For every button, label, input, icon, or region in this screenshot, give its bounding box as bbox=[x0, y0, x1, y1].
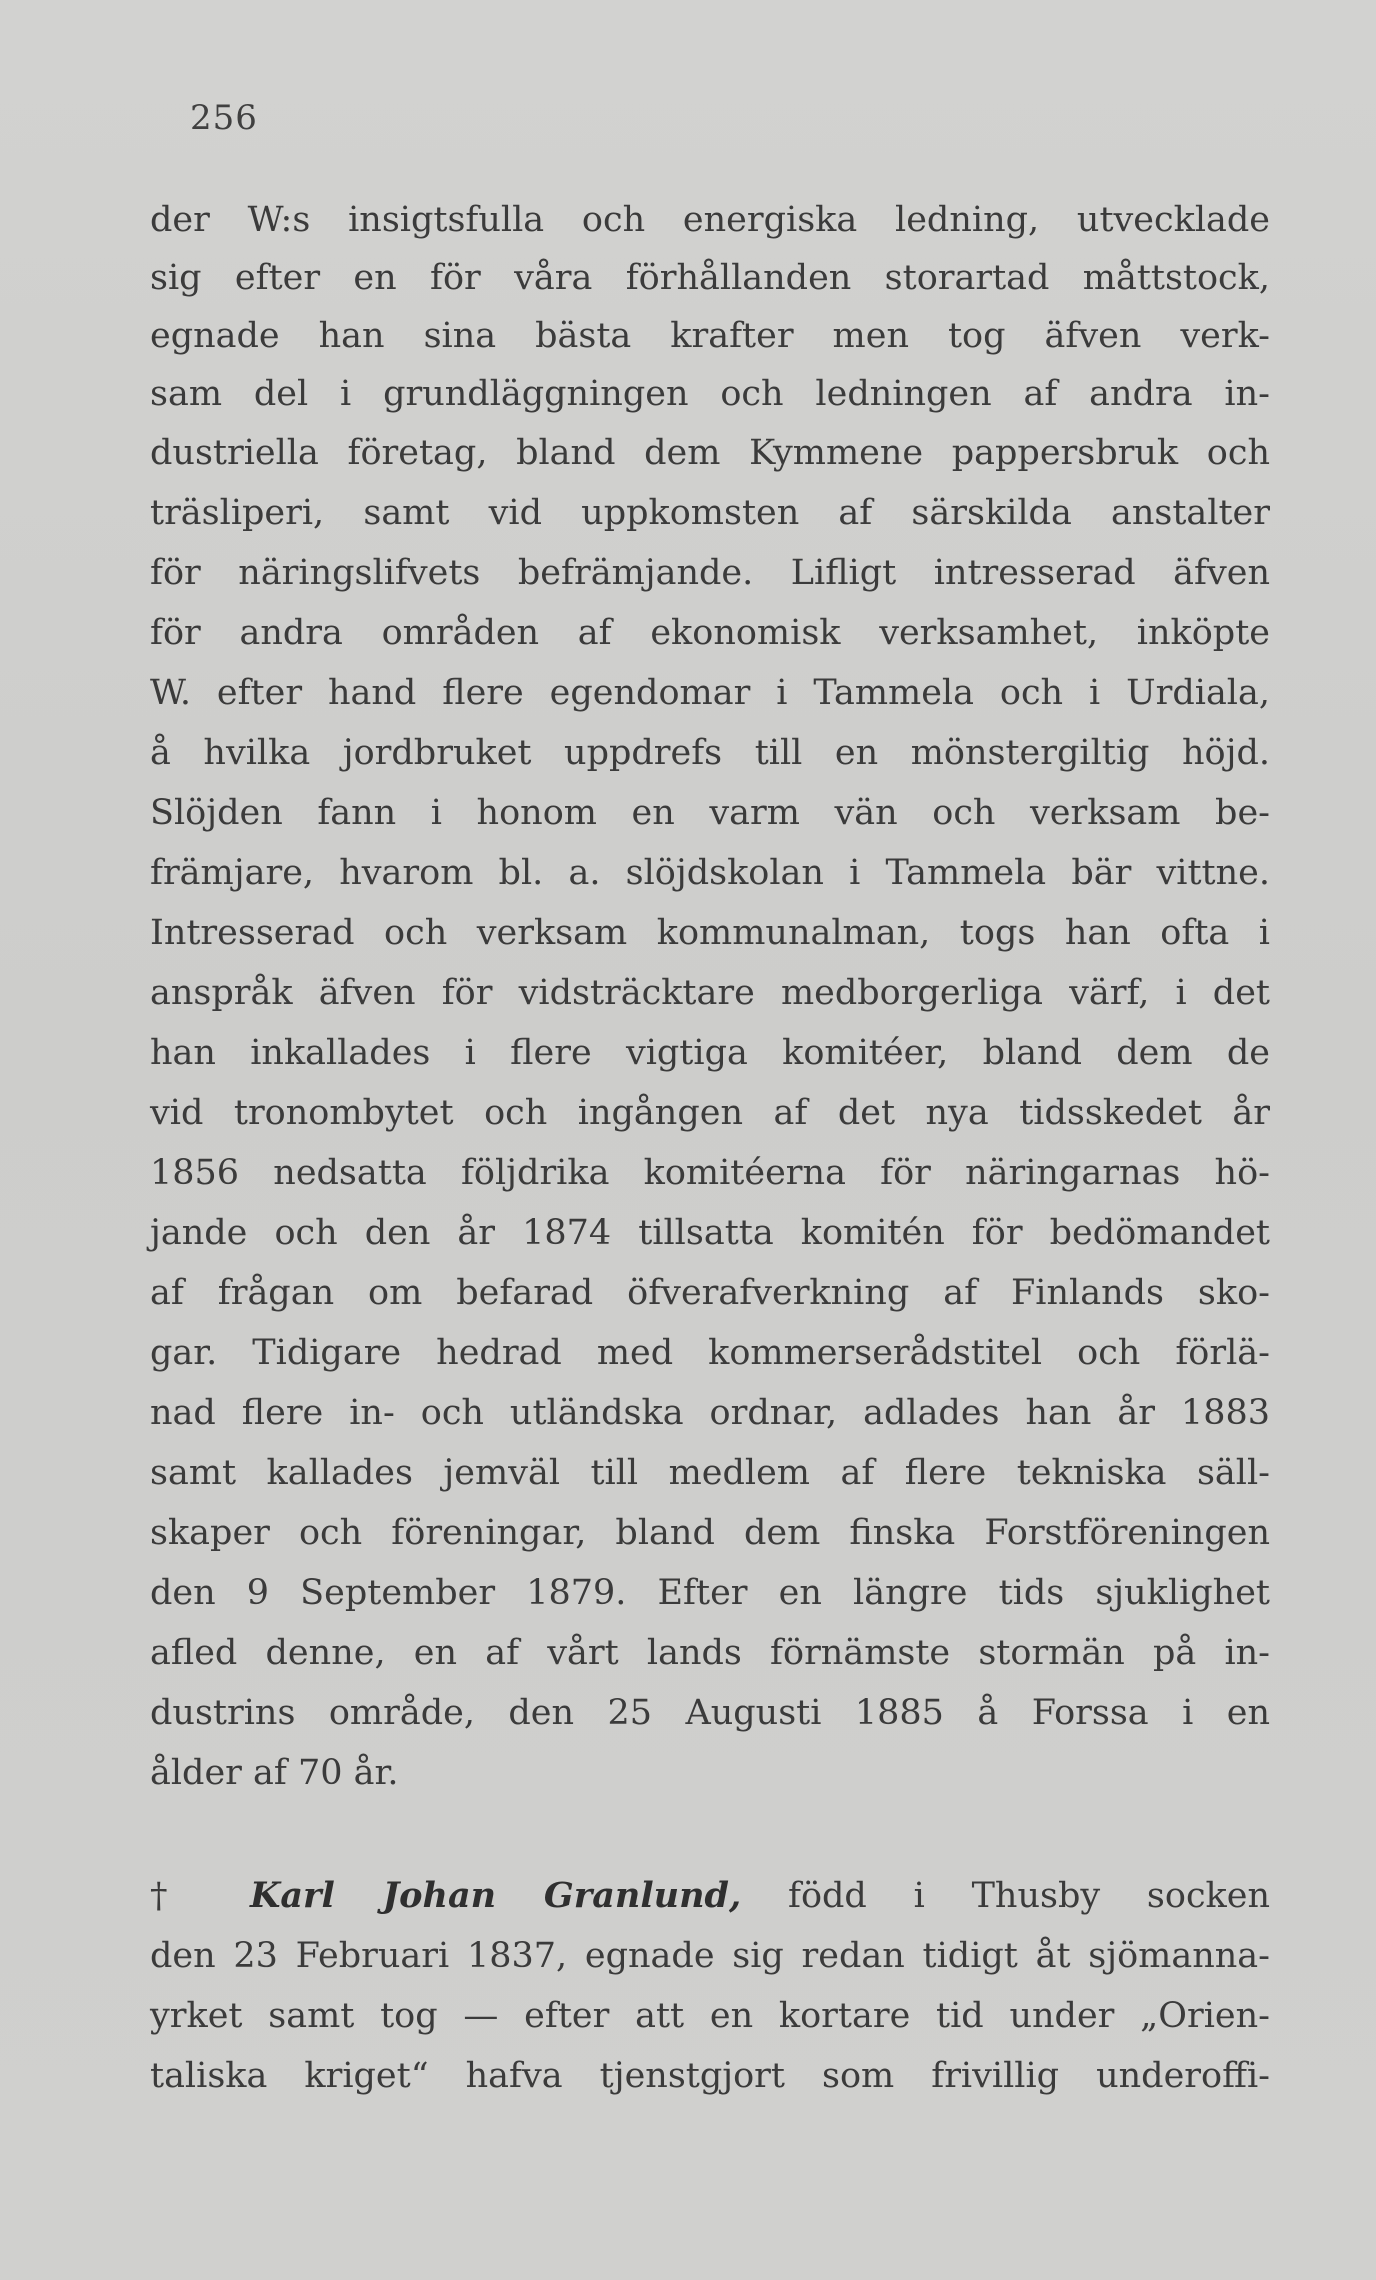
person-name: Karl Johan Granlund, bbox=[249, 1875, 742, 1916]
text-line: för näringslifvets befrämjande. Lifligt intresserad äfven bbox=[150, 553, 1270, 593]
text-line: dustriella företag, bland dem Kymmene pappersbruk och bbox=[150, 433, 1270, 473]
text-line: sig efter en för våra förhållanden storartad måttstock, bbox=[150, 258, 1270, 298]
text-line: afled denne, en af vårt lands förnämste stormän på in- bbox=[150, 1633, 1270, 1673]
text-line: jande och den år 1874 tillsatta komitén för bedömandet bbox=[150, 1213, 1270, 1253]
text-line: af frågan om befarad öfverafverkning af Finlands sko- bbox=[150, 1273, 1270, 1313]
paragraph-opening-line bbox=[150, 1873, 1270, 1919]
text-line: der W:s insigtsfulla och energiska ledning, utvecklade bbox=[150, 200, 1270, 240]
text-line: yrket samt tog — efter att en kortare tid under „Orien- bbox=[150, 1996, 1270, 2036]
text-line: dustrins område, den 25 Augusti 1885 å Forssa i en bbox=[150, 1693, 1270, 1733]
text-line: samt kallades jemväl till medlem af flere tekniska säll- bbox=[150, 1453, 1270, 1493]
text-line: för andra områden af ekonomisk verksamhet, inköpte bbox=[150, 613, 1270, 653]
text-line: den 23 Februari 1837, egnade sig redan tidigt åt sjömanna- bbox=[150, 1936, 1270, 1976]
text-line: Intresserad och verksam kommunalman, togs han ofta i bbox=[150, 913, 1270, 953]
text-line: gar. Tidigare hedrad med kommerserådstitel och förlä- bbox=[150, 1333, 1270, 1373]
dagger-symbol: † bbox=[150, 1876, 204, 1916]
page-number: 256 bbox=[190, 98, 258, 138]
text-line: främjare, hvarom bl. a. slöjdskolan i Tammela bär vittne. bbox=[150, 853, 1270, 893]
text-line: å hvilka jordbruket uppdrefs till en mönstergiltig höjd. bbox=[150, 733, 1270, 773]
text-line: vid tronombytet och ingången af det nya tidsskedet år bbox=[150, 1093, 1270, 1133]
text-line: anspråk äfven för vidsträcktare medborgerliga värf, i det bbox=[150, 973, 1270, 1013]
text-line: den 9 September 1879. Efter en längre tids sjuklighet bbox=[150, 1573, 1270, 1613]
text-line: nad flere in- och utländska ordnar, adlades han år 1883 bbox=[150, 1393, 1270, 1433]
text-line: träsliperi, samt vid uppkomsten af särskilda anstalter bbox=[150, 493, 1270, 533]
text-line: han inkallades i flere vigtiga komitéer, bland dem de bbox=[150, 1033, 1270, 1073]
text-line: ålder af 70 år. bbox=[150, 1753, 399, 1793]
text-line: egnade han sina bästa krafter men tog äfven verk- bbox=[150, 316, 1270, 356]
text-line: sam del i grundläggningen och ledningen af andra in- bbox=[150, 374, 1270, 414]
text-line: Slöjden fann i honom en varm vän och verksam be- bbox=[150, 793, 1270, 833]
text-line: taliska kriget“ hafva tjenstgjort som frivillig underoffi- bbox=[150, 2056, 1270, 2096]
text-line: W. efter hand flere egendomar i Tammela och i Urdiala, bbox=[150, 673, 1270, 713]
text-line: 1856 nedsatta följdrika komitéerna för näringarnas hö- bbox=[150, 1153, 1270, 1193]
text-fragment: född i Thusby socken bbox=[788, 1876, 1271, 1916]
text-line: skaper och föreningar, bland dem finska Forstföreningen bbox=[150, 1513, 1270, 1553]
